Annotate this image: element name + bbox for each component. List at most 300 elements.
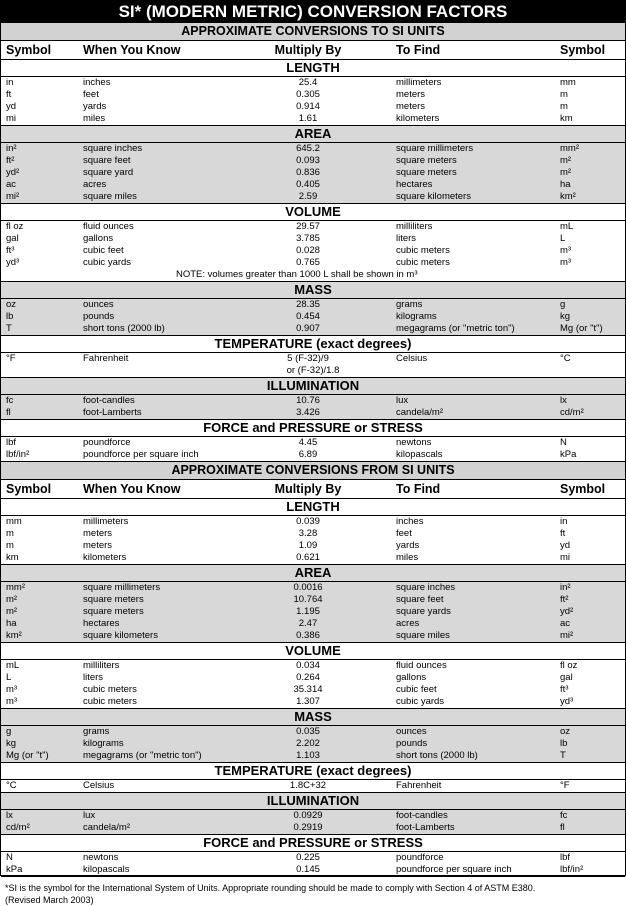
target-symbol-cell: ft xyxy=(560,528,566,539)
unit-name-cell: square kilometers xyxy=(83,630,158,641)
symbol-cell: m² xyxy=(6,606,18,617)
factor-cell: 0.093 xyxy=(296,155,320,166)
table-row xyxy=(1,738,625,750)
category-group xyxy=(1,763,625,793)
target-unit-cell: cubic meters xyxy=(396,257,450,268)
table-row xyxy=(1,407,625,419)
category-title: MASS xyxy=(1,282,625,299)
factor-cell: 0.405 xyxy=(296,179,320,190)
table-row xyxy=(1,323,625,335)
symbol-cell: mm² xyxy=(6,582,25,593)
symbol-cell: gal xyxy=(6,233,19,244)
target-symbol-cell: oz xyxy=(560,726,571,737)
symbol-cell: m xyxy=(6,528,14,539)
target-symbol-cell: fc xyxy=(560,810,568,821)
symbol-cell: m xyxy=(6,540,14,551)
factor-cell: 3.426 xyxy=(296,407,320,418)
category-rows xyxy=(1,221,625,281)
factor-cell: 2.202 xyxy=(296,738,320,749)
symbol-cell: ha xyxy=(6,618,17,629)
volume-note: NOTE: volumes greater than 1000 L shall be shown in m³ xyxy=(176,269,418,280)
category-title: FORCE and PRESSURE or STRESS xyxy=(1,420,625,437)
target-unit-cell: poundforce per square inch xyxy=(396,864,512,875)
target-unit-cell: kilopascals xyxy=(396,449,443,460)
table-row xyxy=(1,299,625,311)
unit-name-cell: cubic feet xyxy=(83,245,124,256)
target-symbol-cell: m xyxy=(560,101,568,112)
target-unit-cell: square meters xyxy=(396,155,457,166)
symbol-cell: lbf/in² xyxy=(6,449,30,460)
unit-name-cell: cubic meters xyxy=(83,684,137,695)
target-symbol-cell: yd xyxy=(560,540,571,551)
target-unit-cell: short tons (2000 lb) xyxy=(396,750,478,761)
target-symbol-cell: m³ xyxy=(560,245,572,256)
factor-cell: 1.195 xyxy=(296,606,320,617)
unit-name-cell: grams xyxy=(83,726,110,737)
unit-name-cell: square inches xyxy=(83,143,143,154)
category-rows xyxy=(1,582,625,642)
category-title: TEMPERATURE (exact degrees) xyxy=(1,763,625,780)
factor-cell: 1.09 xyxy=(298,540,318,551)
category-group xyxy=(1,378,625,420)
symbol-cell: yd³ xyxy=(6,257,20,268)
target-symbol-cell: m² xyxy=(560,167,572,178)
table-row xyxy=(1,684,625,696)
unit-name-cell: lux xyxy=(83,810,96,821)
factor-cell: 0.264 xyxy=(296,672,320,683)
unit-name-cell: millimeters xyxy=(83,516,129,527)
header-symbol-result: Symbol xyxy=(560,482,606,496)
unit-name-cell: fluid ounces xyxy=(83,221,134,232)
target-unit-cell: poundforce xyxy=(396,852,444,863)
category-rows xyxy=(1,780,625,792)
table-row xyxy=(1,594,625,606)
table-row xyxy=(1,660,625,672)
column-header-row xyxy=(1,480,625,499)
header-multiply-by: Multiply By xyxy=(274,482,342,496)
target-unit-cell: meters xyxy=(396,101,426,112)
target-unit-cell: cubic meters xyxy=(396,245,450,256)
factor-cell: 0.035 xyxy=(296,726,320,737)
factor-cell: 3.785 xyxy=(296,233,320,244)
unit-name-cell: square miles xyxy=(83,191,137,202)
symbol-cell: km xyxy=(6,552,19,563)
symbol-cell: in xyxy=(6,77,14,88)
target-symbol-cell: lbf xyxy=(560,852,571,863)
category-title: VOLUME xyxy=(1,643,625,660)
category-group xyxy=(1,336,625,378)
table-row xyxy=(1,179,625,191)
symbol-cell: ac xyxy=(6,179,17,190)
symbol-cell: L xyxy=(6,672,12,683)
symbol-cell: °C xyxy=(6,780,17,791)
target-symbol-cell: lx xyxy=(560,395,567,406)
category-group xyxy=(1,709,625,763)
factor-cell: 0.145 xyxy=(296,864,320,875)
factor-cell: 0.028 xyxy=(296,245,320,256)
symbol-cell: lb xyxy=(6,311,14,322)
target-unit-cell: yards xyxy=(396,540,420,551)
target-unit-cell: grams xyxy=(396,299,423,310)
factor-cell: 2.59 xyxy=(298,191,318,202)
category-rows xyxy=(1,437,625,461)
to-si-banner: APPROXIMATE CONVERSIONS TO SI UNITS xyxy=(1,23,625,41)
table-row xyxy=(1,864,625,876)
target-symbol-cell: in² xyxy=(560,582,571,593)
table-row xyxy=(1,528,625,540)
header-multiply-by: Multiply By xyxy=(274,43,342,57)
target-unit-cell: square yards xyxy=(396,606,451,617)
table-row xyxy=(1,540,625,552)
target-unit-cell: milliliters xyxy=(396,221,433,232)
unit-name-cell: square feet xyxy=(83,155,131,166)
category-rows xyxy=(1,353,625,377)
unit-name-cell: feet xyxy=(83,89,99,100)
table-row xyxy=(1,233,625,245)
factor-cell: 0.454 xyxy=(296,311,320,322)
table-row xyxy=(1,113,625,125)
table-row xyxy=(1,437,625,449)
table-row xyxy=(1,606,625,618)
target-symbol-cell: km xyxy=(560,113,573,124)
factor-cell: 10.76 xyxy=(296,395,320,406)
factor-cell: 25.4 xyxy=(298,77,318,88)
table-row xyxy=(1,221,625,233)
symbol-cell: Mg (or "t") xyxy=(6,750,49,761)
symbol-cell: kg xyxy=(6,738,17,749)
unit-name-cell: Fahrenheit xyxy=(83,353,129,364)
target-symbol-cell: m² xyxy=(560,155,572,166)
table-row xyxy=(1,582,625,594)
category-group xyxy=(1,565,625,643)
target-unit-cell: acres xyxy=(396,618,420,629)
header-symbol-result: Symbol xyxy=(560,43,606,57)
target-unit-cell: ounces xyxy=(396,726,427,737)
table-row xyxy=(1,726,625,738)
unit-name-cell: kilometers xyxy=(83,552,127,563)
target-unit-cell: newtons xyxy=(396,437,432,448)
factor-cell: 1.8C+32 xyxy=(289,780,327,791)
target-unit-cell: square millimeters xyxy=(396,143,474,154)
target-unit-cell: Celsius xyxy=(396,353,428,364)
target-symbol-cell: kPa xyxy=(560,449,577,460)
table-row xyxy=(1,167,625,179)
symbol-cell: oz xyxy=(6,299,17,310)
target-symbol-cell: yd³ xyxy=(560,696,574,707)
target-unit-cell: hectares xyxy=(396,179,433,190)
target-symbol-cell: mi² xyxy=(560,630,574,641)
symbol-cell: ft³ xyxy=(6,245,15,256)
factor-cell: 0.0929 xyxy=(293,810,323,821)
unit-name-cell: meters xyxy=(83,540,113,551)
target-symbol-cell: mm xyxy=(560,77,576,88)
table-row xyxy=(1,395,625,407)
unit-name-cell: kilopascals xyxy=(83,864,130,875)
unit-name-cell: poundforce per square inch xyxy=(83,449,199,460)
factor-cell: 35.314 xyxy=(293,684,323,695)
category-group xyxy=(1,126,625,204)
table-row xyxy=(1,191,625,203)
target-symbol-cell: in xyxy=(560,516,568,527)
table-row xyxy=(1,696,625,708)
unit-name-cell: acres xyxy=(83,179,107,190)
target-symbol-cell: mi xyxy=(560,552,571,563)
target-symbol-cell: °C xyxy=(560,353,571,364)
unit-name-cell: gallons xyxy=(83,233,114,244)
target-unit-cell: square miles xyxy=(396,630,450,641)
symbol-cell: fl xyxy=(6,407,11,418)
to-si-section xyxy=(1,23,625,462)
target-unit-cell: foot-candles xyxy=(396,810,448,821)
to-si-groups xyxy=(1,60,625,462)
from-si-groups xyxy=(1,499,625,877)
target-symbol-cell: fl oz xyxy=(560,660,578,671)
factor-cell: 0.305 xyxy=(296,89,320,100)
category-rows xyxy=(1,395,625,419)
symbol-cell: m³ xyxy=(6,696,18,707)
unit-name-cell: kilograms xyxy=(83,738,124,749)
header-symbol: Symbol xyxy=(6,482,52,496)
target-symbol-cell: km² xyxy=(560,191,576,202)
symbol-cell: mm xyxy=(6,516,22,527)
table-row xyxy=(1,155,625,167)
category-title: AREA xyxy=(1,126,625,143)
target-symbol-cell: m xyxy=(560,89,568,100)
symbol-cell: N xyxy=(6,852,13,863)
table-row xyxy=(1,750,625,762)
target-unit-cell: fluid ounces xyxy=(396,660,447,671)
table-row xyxy=(1,101,625,113)
factor-cell: 0.225 xyxy=(296,852,320,863)
target-symbol-cell: Mg (or "t") xyxy=(560,323,603,334)
target-unit-cell: liters xyxy=(396,233,417,244)
symbol-cell: m³ xyxy=(6,684,18,695)
category-group xyxy=(1,60,625,126)
symbol-cell: mi² xyxy=(6,191,20,202)
factor-cell: 0.386 xyxy=(296,630,320,641)
factor-cell: 10.764 xyxy=(293,594,323,605)
symbol-cell: lx xyxy=(6,810,13,821)
category-group xyxy=(1,204,625,282)
factor-cell: 28.35 xyxy=(296,299,320,310)
header-symbol: Symbol xyxy=(6,43,52,57)
symbol-cell: cd/m² xyxy=(6,822,30,833)
factor-cell: 1.103 xyxy=(296,750,320,761)
factor-cell: 2.47 xyxy=(298,618,318,629)
target-unit-cell: cubic feet xyxy=(396,684,437,695)
unit-name-cell: liters xyxy=(83,672,104,683)
target-symbol-cell: °F xyxy=(560,780,570,791)
symbol-cell: yd xyxy=(6,101,17,112)
symbol-cell: ft xyxy=(6,89,12,100)
category-rows xyxy=(1,143,625,203)
target-symbol-cell: g xyxy=(560,299,566,310)
target-symbol-cell: yd² xyxy=(560,606,574,617)
category-rows xyxy=(1,852,625,876)
symbol-cell: kPa xyxy=(6,864,23,875)
symbol-cell: yd² xyxy=(6,167,20,178)
category-rows xyxy=(1,810,625,834)
target-unit-cell: megagrams (or "metric ton") xyxy=(396,323,515,334)
header-when-you-know: When You Know xyxy=(83,482,181,496)
target-symbol-cell: ha xyxy=(560,179,571,190)
revised-date: (Revised March 2003) xyxy=(5,895,94,905)
category-group xyxy=(1,282,625,336)
target-symbol-cell: m³ xyxy=(560,257,572,268)
target-symbol-cell: lb xyxy=(560,738,568,749)
target-unit-cell: miles xyxy=(396,552,419,563)
unit-name-cell: Celsius xyxy=(83,780,115,791)
factor-cell: 0.836 xyxy=(296,167,320,178)
table-row xyxy=(1,245,625,257)
symbol-cell: fl oz xyxy=(6,221,24,232)
unit-name-cell: square millimeters xyxy=(83,582,161,593)
symbol-cell: mi xyxy=(6,113,17,124)
footnote-block xyxy=(1,877,625,906)
factor-cell: 0.039 xyxy=(296,516,320,527)
unit-name-cell: cubic yards xyxy=(83,257,132,268)
factor-cell: 0.914 xyxy=(296,101,320,112)
target-symbol-cell: fl xyxy=(560,822,565,833)
target-unit-cell: kilometers xyxy=(396,113,440,124)
symbol-cell: m² xyxy=(6,594,18,605)
factor-cell: 1.307 xyxy=(296,696,320,707)
target-symbol-cell: lbf/in² xyxy=(560,864,584,875)
table-row xyxy=(1,353,625,365)
symbol-cell: in² xyxy=(6,143,17,154)
category-rows xyxy=(1,516,625,564)
unit-name-cell: miles xyxy=(83,113,106,124)
category-title: LENGTH xyxy=(1,60,625,77)
category-group xyxy=(1,643,625,709)
factor-cell: 1.61 xyxy=(298,113,318,124)
target-unit-cell: millimeters xyxy=(396,77,442,88)
factor-cell: 5 (F-32)/9 xyxy=(287,353,329,364)
table-row xyxy=(1,552,625,564)
target-unit-cell: square feet xyxy=(396,594,444,605)
target-unit-cell: foot-Lamberts xyxy=(396,822,455,833)
factor-cell: 0.621 xyxy=(296,552,320,563)
target-unit-cell: inches xyxy=(396,516,424,527)
factor-cell: 6.89 xyxy=(298,449,318,460)
target-unit-cell: gallons xyxy=(396,672,427,683)
symbol-cell: km² xyxy=(6,630,22,641)
header-when-you-know: When You Know xyxy=(83,43,181,57)
from-si-section xyxy=(1,462,625,877)
target-symbol-cell: ft² xyxy=(560,594,569,605)
unit-name-cell: square yard xyxy=(83,167,134,178)
unit-name-cell: newtons xyxy=(83,852,119,863)
table-row xyxy=(1,852,625,864)
unit-name-cell: megagrams (or "metric ton") xyxy=(83,750,202,761)
table-row xyxy=(1,630,625,642)
category-group xyxy=(1,420,625,462)
column-header-row xyxy=(1,41,625,60)
symbol-cell: fc xyxy=(6,395,14,406)
factor-cell: 29.57 xyxy=(296,221,320,232)
category-title: TEMPERATURE (exact degrees) xyxy=(1,336,625,353)
target-symbol-cell: T xyxy=(560,750,566,761)
factor-cell: 0.034 xyxy=(296,660,320,671)
factor-cell: 4.45 xyxy=(298,437,318,448)
table-row xyxy=(1,810,625,822)
category-title: ILLUMINATION xyxy=(1,378,625,395)
table-row xyxy=(1,311,625,323)
table-row xyxy=(1,822,625,834)
category-title: AREA xyxy=(1,565,625,582)
from-si-banner: APPROXIMATE CONVERSIONS FROM SI UNITS xyxy=(1,462,625,480)
symbol-cell: ft² xyxy=(6,155,15,166)
target-symbol-cell: gal xyxy=(560,672,573,683)
target-unit-cell: square kilometers xyxy=(396,191,471,202)
target-symbol-cell: kg xyxy=(560,311,571,322)
symbol-cell: lbf xyxy=(6,437,17,448)
table-row xyxy=(1,257,625,269)
table-row xyxy=(1,89,625,101)
table-row xyxy=(1,516,625,528)
category-rows xyxy=(1,77,625,125)
factor-cell: 3.28 xyxy=(298,528,318,539)
category-title: FORCE and PRESSURE or STRESS xyxy=(1,835,625,852)
footnote: *SI is the symbol for the International System of Units. Appropriate rounding should be made to comply with Section 4 of ASTM E380. xyxy=(5,883,536,893)
unit-name-cell: foot-candles xyxy=(83,395,135,406)
target-unit-cell: kilograms xyxy=(396,311,437,322)
category-group xyxy=(1,793,625,835)
page-title: SI* (MODERN METRIC) CONVERSION FACTORS xyxy=(1,1,625,23)
unit-name-cell: short tons (2000 lb) xyxy=(83,323,165,334)
category-title: LENGTH xyxy=(1,499,625,516)
unit-name-cell: cubic meters xyxy=(83,696,137,707)
target-symbol-cell: ft³ xyxy=(560,684,569,695)
unit-name-cell: yards xyxy=(83,101,107,112)
unit-name-cell: square meters xyxy=(83,594,144,605)
target-symbol-cell: ac xyxy=(560,618,571,629)
factor-cell: 0.907 xyxy=(296,323,320,334)
header-to-find: To Find xyxy=(396,43,441,57)
target-symbol-cell: mm² xyxy=(560,143,579,154)
target-unit-cell: feet xyxy=(396,528,412,539)
table-row xyxy=(1,449,625,461)
unit-name-cell: foot-Lamberts xyxy=(83,407,142,418)
target-unit-cell: square meters xyxy=(396,167,457,178)
table-row xyxy=(1,618,625,630)
factor-cell: 0.765 xyxy=(296,257,320,268)
unit-name-cell: ounces xyxy=(83,299,114,310)
header-to-find: To Find xyxy=(396,482,441,496)
category-rows xyxy=(1,660,625,708)
symbol-cell: g xyxy=(6,726,12,737)
unit-name-cell: square meters xyxy=(83,606,144,617)
unit-name-cell: milliliters xyxy=(83,660,120,671)
category-title: MASS xyxy=(1,709,625,726)
target-symbol-cell: mL xyxy=(560,221,574,232)
category-title: VOLUME xyxy=(1,204,625,221)
target-unit-cell: pounds xyxy=(396,738,428,749)
symbol-cell: mL xyxy=(6,660,20,671)
table-row xyxy=(1,672,625,684)
category-group xyxy=(1,499,625,565)
target-unit-cell: cubic yards xyxy=(396,696,445,707)
table-row xyxy=(1,780,625,792)
target-unit-cell: meters xyxy=(396,89,426,100)
factor-cell: 0.2919 xyxy=(293,822,323,833)
factor-cell: 0.0016 xyxy=(293,582,323,593)
category-rows xyxy=(1,726,625,762)
category-rows xyxy=(1,299,625,335)
factor-cell: 645.2 xyxy=(296,143,320,154)
unit-name-cell: candela/m² xyxy=(83,822,130,833)
target-symbol-cell: N xyxy=(560,437,567,448)
